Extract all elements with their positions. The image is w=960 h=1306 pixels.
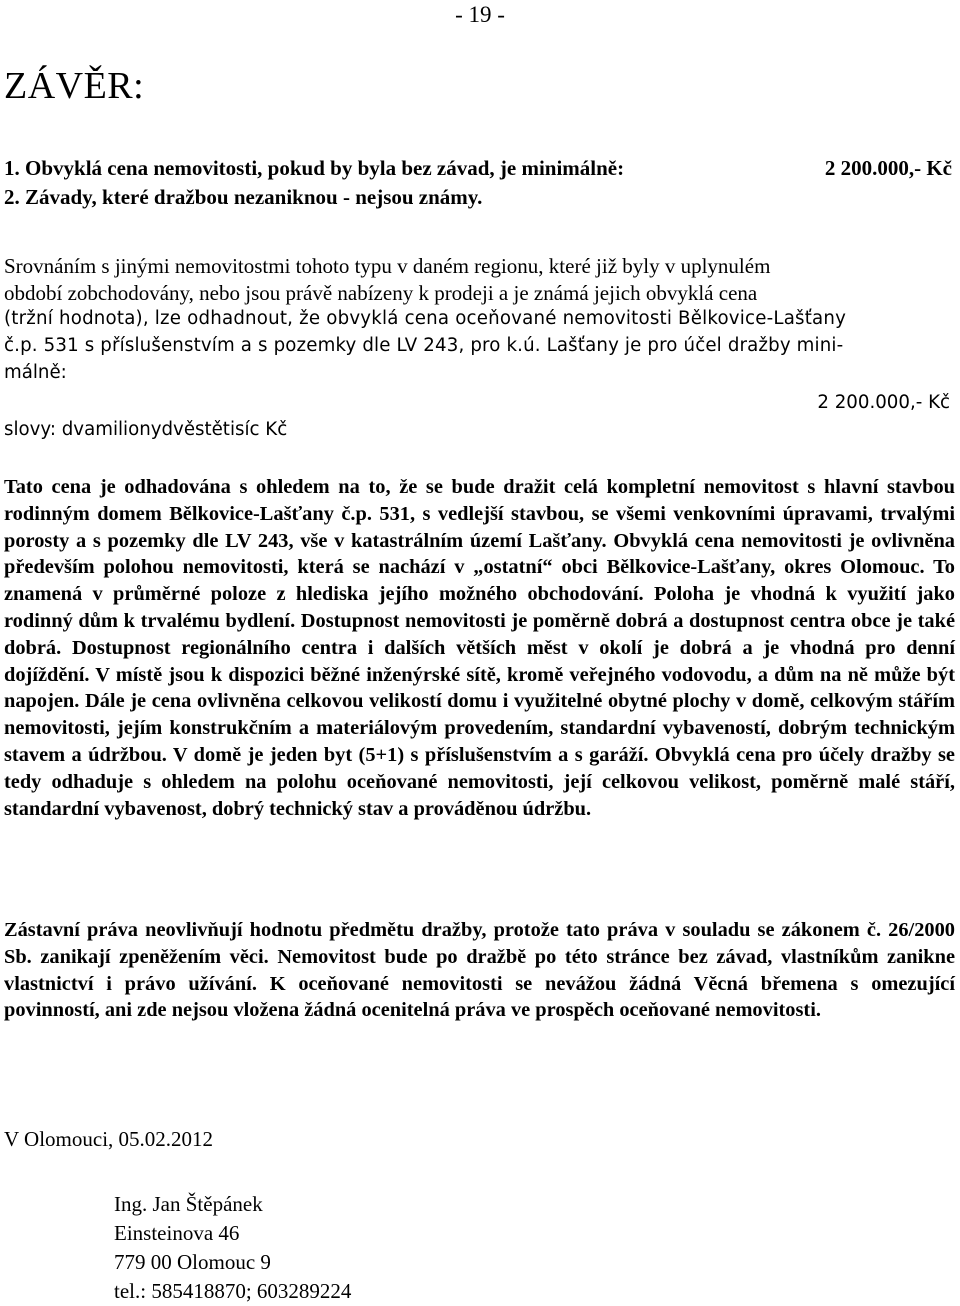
comparison-line-4: č.p. 531 s příslušenstvím a s pozemky dle LV 243, pro k.ú. Lašťany je pro účel dražby mini-	[4, 335, 844, 356]
liens-paragraph: Zástavní práva neovlivňují hodnotu předmětu dražby, protože tato práva v souladu se zákonem č. 26/2000 Sb. zanikají zpeněžením věci. Nemovitost bude po dražbě po této stránce bez závad, vlastníkům zanikne vlastnictví i právo užívání. K oceňované nemovitosti se nevážou žádná Věcná břemena s omezující povinností, ani zde nejsou vložena žádná ocenitelná práva ve prospěch oceňované nemovitosti.	[4, 919, 955, 1022]
signature-block	[114, 1190, 351, 1306]
comparison-line-1: Srovnáním s jinými nemovitostmi tohoto typu v daném regionu, které již byly v uplynulém	[4, 254, 771, 278]
price-amount: 2 200.000,- Kč	[817, 392, 950, 413]
signature-city: 779 00 Olomouc 9	[114, 1250, 271, 1274]
price-explanation-paragraph: Tato cena je odhadována s ohledem na to, že se bude dražit celá kompletní nemovitost s hlavní stavbou rodinným domem Bělkovice-Lašťany č.p. 531, s vedlejší stavbou, se všemi venkovními úpravami, trvalými porosty a s pozemky dle LV 243, vše v katastrálním území Lašťany. Obvyklá cena nemovitosti je ovlivněna především polohou nemovitosti, která se nachází v „ostatní“ obci Bělkovice-Lašťany, okres Olomouc. To znamená v průměrné poloze z hlediska jejího možného obchodování. Poloha je vhodná k využití jako rodinný dům k trvalému bydlení. Dostupnost nemovitosti je poměrně dobrá a dostupnost centra obce je také dobrá. Dostupnost regionálního centra i dalších větších měst v okolí je dobrá a je vhodná pro denní dojíždění. V místě jsou k dispozici běžné inženýrské sítě, kromě veřejného vodovodu, a dům na ně může být napojen. Dále je cena ovlivněna celkovou velikostí domu i využitelné obytné plochy v domě, celkovým stářím nemovitosti, jejím konstrukčním a materiálovým provedením, standardní vybaveností, dobrým technickým stavem a údržbou. V domě je jeden byt (5+1) s příslušenstvím a s garáží. Obvyklá cena pro účely dražby se tedy odhaduje s ohledem na polohu oceňované nemovitosti, její celkovou velikost, poměrně malé stáří, standardní vybavenost, dobrý technický stav a prováděnou údržbu.	[4, 476, 955, 820]
summary-item-1-value: 2 200.000,- Kč	[824, 156, 952, 180]
signature-phone: tel.: 585418870; 603289224	[114, 1279, 352, 1303]
summary-item-2-label: 2. Závady, které dražbou nezaniknou - nejsou známy.	[4, 185, 483, 209]
signature-street: Einsteinova 46	[114, 1221, 240, 1245]
comparison-line-5: málně:	[4, 362, 67, 383]
comparison-line-2: období zobchodovány, nebo jsou právě nabízeny k prodeji a je známá jejich obvyklá cena	[4, 281, 758, 305]
comparison-paragraph	[4, 254, 959, 389]
place-and-date: V Olomouci, 05.02.2012	[4, 1127, 214, 1151]
comparison-line-3: (tržní hodnota), lze odhadnout, že obvyklá cena oceňované nemovitosti Bělkovice-Lašťany	[4, 308, 847, 329]
conclusion-heading: ZÁVĚR:	[4, 65, 145, 107]
summary-item-1-label: 1. Obvyklá cena nemovitosti, pokud by byla bez závad, je minimálně:	[4, 156, 625, 180]
price-in-words: slovy: dvamilionydvěstětisíc Kč	[4, 419, 288, 440]
signature-name: Ing. Jan Štěpánek	[114, 1192, 263, 1216]
page-number: - 19 -	[455, 2, 505, 27]
